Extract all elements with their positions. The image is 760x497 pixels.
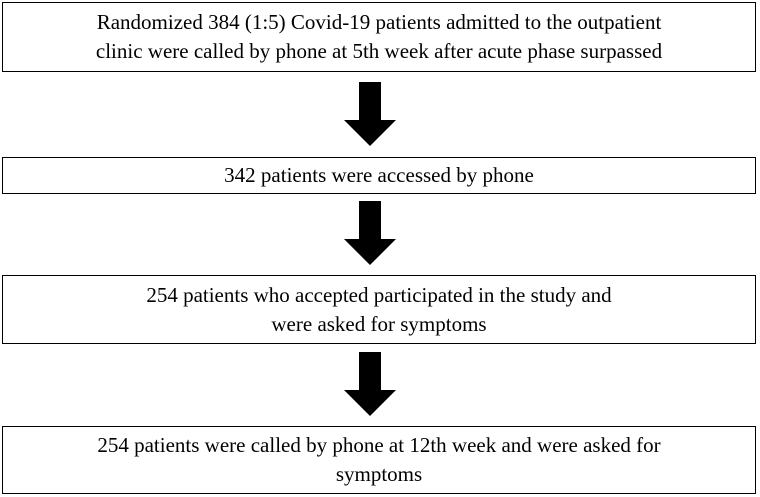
- flow-step-3-line-1: 254 patients who accepted participated in the study and: [146, 282, 612, 307]
- flow-step-1-line-1: Randomized 384 (1:5) Covid-19 patients admitted to the outpatient: [96, 10, 662, 34]
- flow-step-3-line-2: were asked for symptoms: [271, 311, 487, 336]
- flow-step-4-line-1: 254 patients were called by phone at 12th week and were asked for: [97, 433, 661, 457]
- down-arrow-icon: [342, 201, 398, 267]
- down-arrow-icon: [342, 82, 398, 148]
- flow-step-1-box: [2, 2, 756, 72]
- flow-step-2-line-1: 342 patients were accessed by phone: [224, 163, 534, 187]
- down-arrow-icon: [342, 352, 398, 418]
- flow-step-1-line-2: clinic were called by phone at 5th week after acute phase surpassed: [95, 39, 663, 63]
- flow-step-3-box: [2, 275, 756, 344]
- flow-step-2-box: [2, 157, 756, 194]
- flow-step-4-box: [2, 426, 756, 494]
- flow-step-4-line-2: symptoms: [335, 462, 423, 486]
